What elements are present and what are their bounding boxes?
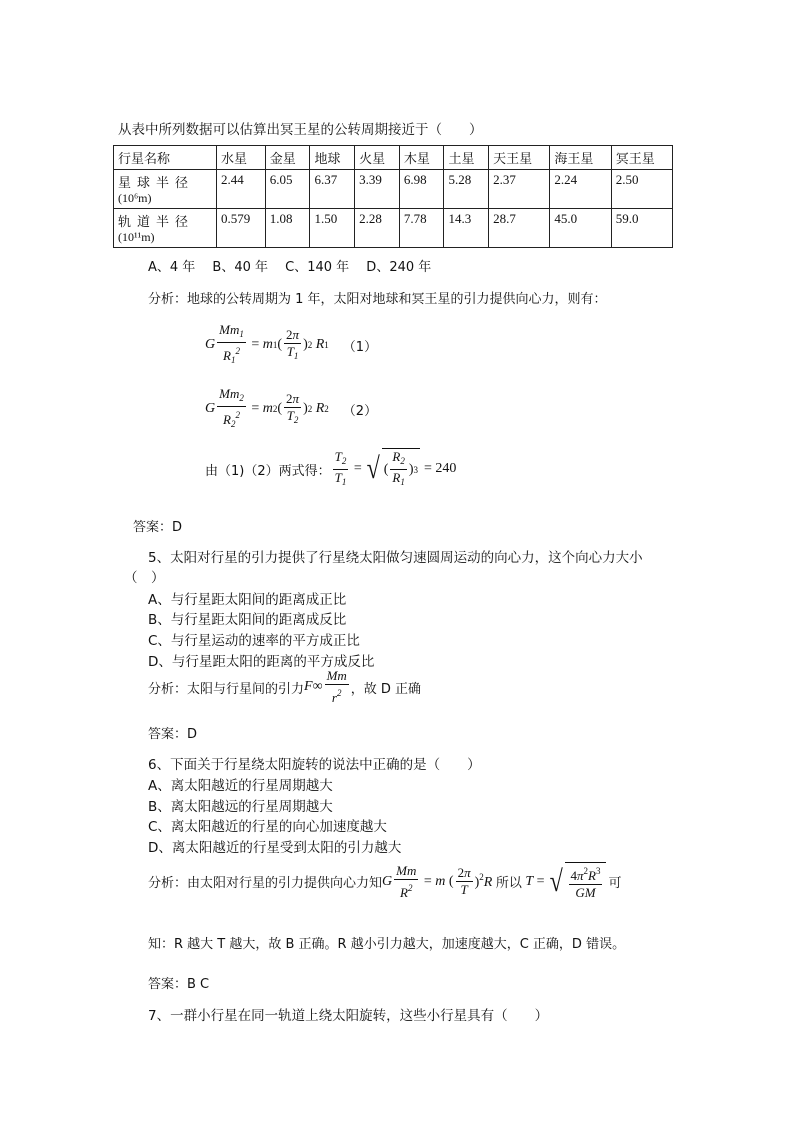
row-unit: (10¹¹m) <box>118 230 155 244</box>
sqrt-symbol: √ ( $\frac{R_2}{R_1}$ ) 3 <box>365 448 420 490</box>
table-cell: 6.37 <box>310 170 355 209</box>
question-6-option-b: B、离太阳越远的行星周期越大 <box>148 799 333 815</box>
question-6-stem: 6、下面关于行星绕太阳旋转的说法中正确的是（ ） <box>148 757 481 773</box>
question-5-analysis-prefix: 分析：太阳与行星间的引力 <box>148 681 305 697</box>
table-cell: 28.7 <box>489 209 550 248</box>
table-cell: 1.50 <box>310 209 355 248</box>
row-unit: (10⁶m) <box>118 191 152 205</box>
question-6-analysis-prefix: 分析：由太阳对行星的引力提供向心力知 <box>148 876 383 891</box>
table-header-cell: 土星 <box>444 146 489 170</box>
equation-1: G $\frac{Mm_1}{R_1^2}$ = m 1 ( $\frac{2\pi}{T_1}$ ) 2 R 1 （1） <box>205 322 378 365</box>
question-5-analysis: 分析：太阳与行星间的引力 F ∞ $\frac{Mm}{r^2}$ ，故 D 正确 <box>148 668 422 705</box>
table-cell: 7.78 <box>399 209 444 248</box>
table-cell: 59.0 <box>611 209 672 248</box>
question-6-option-d: D、离太阳越近的行星受到太阳的引力越大 <box>148 840 402 856</box>
table-header-cell: 地球 <box>310 146 355 170</box>
table-row <box>114 209 673 248</box>
question-6-option-a: A、离太阳越近的行星周期越大 <box>148 778 333 794</box>
table-header-cell: 冥王星 <box>611 146 672 170</box>
table-header-cell: 木星 <box>399 146 444 170</box>
question-6-analysis-end: 可 <box>608 876 622 891</box>
table-cell: 2.37 <box>489 170 550 209</box>
table-header-cell: 行星名称 <box>114 146 217 170</box>
question-5-option-d: D、与行星距太阳的距离的平方成反比 <box>148 654 375 670</box>
table-header-cell: 火星 <box>355 146 400 170</box>
sqrt-symbol: √ $\frac{4\pi^2R^3}{GM}$ <box>548 862 606 901</box>
table-cell: 14.3 <box>444 209 489 248</box>
question-4-analysis: 分析：地球的公转周期为 1 年，太阳对地球和冥王星的引力提供向心力，则有： <box>148 292 607 307</box>
question-5-option-c: C、与行星运动的速率的平方成正比 <box>148 633 360 649</box>
question-4-options: A、4 年 B、40 年 C、140 年 D、240 年 <box>148 260 432 275</box>
equation-1-tag: （1） <box>342 339 378 355</box>
question-5-option-b: B、与行星距太阳间的距离成反比 <box>148 612 347 628</box>
table-cell: 6.98 <box>399 170 444 209</box>
question-5-stem: 5、太阳对行星的引力提供了行星绕太阳做匀速圆周运动的向心力，这个向心力大小 <box>148 550 643 566</box>
table-cell: 0.579 <box>217 209 266 248</box>
table-cell: 1.08 <box>265 209 310 248</box>
table-cell: 2.44 <box>217 170 266 209</box>
question-7-stem: 7、一群小行星在同一轨道上绕太阳旋转，这些小行星具有（ ） <box>148 1008 549 1024</box>
equation-2-tag: （2） <box>342 403 378 419</box>
question-5-analysis-suffix: ，故 D 正确 <box>350 681 422 697</box>
planet-data-table <box>113 145 673 248</box>
question-5-answer: 答案：D <box>148 727 198 742</box>
table-row <box>114 170 673 209</box>
table-cell: 2.50 <box>611 170 672 209</box>
table-header-cell: 海王星 <box>550 146 611 170</box>
table-cell: 45.0 <box>550 209 611 248</box>
question-6-analysis-mid: 所以 <box>495 876 522 891</box>
question-4-answer: 答案：D <box>133 520 183 535</box>
question-6-analysis: 分析：由太阳对行星的引力提供向心力知 G $\frac{Mm}{R^2}$ = m ( $\frac{2\pi}{T}$ )$^2$R 所以 T = √ $\frac{4\pi^2R^3}{GM}$ 可 <box>148 862 622 900</box>
table-cell: 2.28 <box>355 209 400 248</box>
equation-3-prefix: 由（1)（2）两式得： <box>205 463 331 479</box>
question-5-stem-cont: （ ） <box>124 570 165 586</box>
question-6-option-c: C、离太阳越近的行星的向心加速度越大 <box>148 819 387 835</box>
table-header-row <box>114 146 673 170</box>
equation-3-result: = 240 <box>424 461 457 476</box>
equation-2: G $\frac{Mm_2}{R_2^2}$ = m 2 ( $\frac{2\pi}{T_2}$ ) 2 R 2 （2） <box>205 386 378 429</box>
table-header-cell: 天王星 <box>489 146 550 170</box>
row-label: 星球半径 <box>118 176 195 191</box>
table-header-cell: 金星 <box>265 146 310 170</box>
table-cell: 2.24 <box>550 170 611 209</box>
table-cell: 6.05 <box>265 170 310 209</box>
question-4-stem: 从表中所列数据可以估算出冥王星的公转周期接近于（ ） <box>118 122 483 138</box>
question-6-answer: 答案：B C <box>148 977 210 992</box>
table-cell: 5.28 <box>444 170 489 209</box>
table-cell: 3.39 <box>355 170 400 209</box>
row-label-cell <box>114 170 217 209</box>
equation-3: 由（1)（2）两式得： $\frac{T_2}{T_1}$ = √ ( $\frac{R_2}{R_1}$ ) 3 = 240 <box>205 448 456 490</box>
table-header-cell: 水星 <box>217 146 266 170</box>
question-6-analysis-line2: 知：R 越大 T 越大，故 B 正确。R 越小引力越大，加速度越大，C 正确，D 错误。 <box>148 937 626 952</box>
row-label-cell <box>114 209 217 248</box>
question-5-option-a: A、与行星距太阳间的距离成正比 <box>148 592 347 608</box>
row-label: 轨道半径 <box>118 215 195 230</box>
